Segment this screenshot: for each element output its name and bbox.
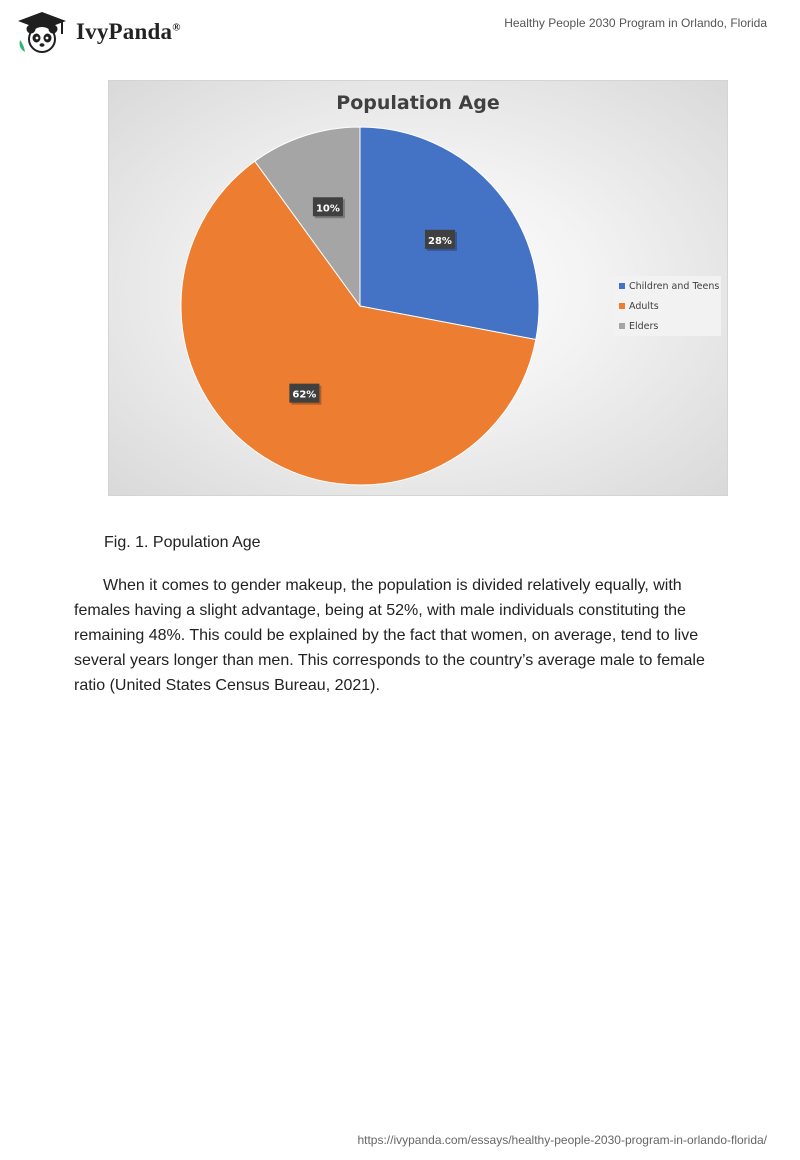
- population-age-chart: [108, 80, 728, 496]
- pie-chart-svg: [109, 81, 728, 496]
- chart-legend: [613, 276, 721, 336]
- data-label-text: 10%: [315, 203, 340, 215]
- data-label-text: 28%: [428, 235, 452, 247]
- data-label-text: 62%: [292, 389, 317, 401]
- brand-name: IvyPanda®: [76, 19, 181, 44]
- figure-caption: Fig. 1. Population Age: [104, 534, 261, 551]
- data-label: [289, 384, 321, 405]
- legend-label: Adults: [629, 301, 659, 312]
- footer-url[interactable]: https://ivypanda.com/essays/healthy-people-2030-program-in-orlando-florida/: [357, 1133, 767, 1147]
- legend-label: Children and Teens: [629, 281, 720, 292]
- brand-logo[interactable]: [14, 10, 181, 54]
- paragraph-text: When it comes to gender makeup, the population is divided relatively equally, with females having a slight advantage, being at 52%, with male individuals constituting the remaining 48%. This could be explained by the fact that women, on average, tend to live several years longer than men. This corresponds to the country’s average male to female ratio (United States Census Bureau, 2021).: [74, 577, 705, 694]
- chart-title: Population Age: [336, 92, 500, 114]
- body-paragraph: [74, 573, 734, 698]
- panda-graduate-icon: [14, 10, 70, 54]
- legend-label: Elders: [629, 321, 659, 332]
- legend-swatch: [619, 303, 625, 309]
- legend-swatch: [619, 283, 625, 289]
- data-label: [313, 197, 345, 218]
- data-label: [425, 230, 457, 251]
- document-title: Healthy People 2030 Program in Orlando, Florida: [504, 16, 767, 30]
- legend-swatch: [619, 323, 625, 329]
